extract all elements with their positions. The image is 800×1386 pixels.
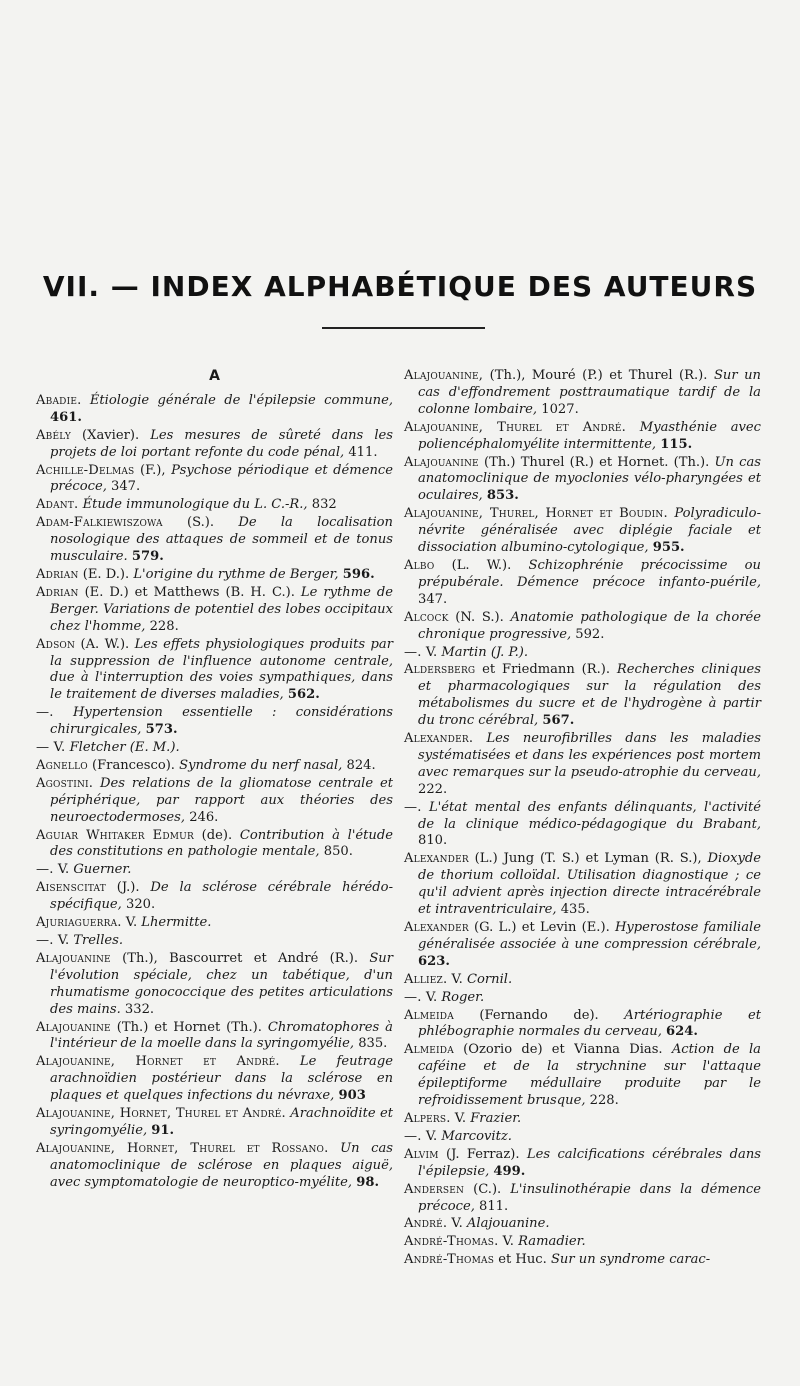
entry-text: (J.).	[105, 880, 151, 896]
entry-text: (J. Ferraz).	[438, 1146, 527, 1162]
index-entry	[404, 1111, 761, 1128]
entry-title: Sur un cas d'effondrement posttraumatique tardif de la colonne lombaire,	[418, 368, 761, 417]
entry-text: 435.	[556, 902, 590, 918]
index-entry	[404, 1182, 761, 1216]
entry-author: Alajouanine, Thurel, Hornet et Boudin.	[404, 506, 668, 522]
entry-title: Les neurofibrilles dans les maladies systématisées et dans les expériences post mortem avec remarques sur la pseudo-atrophie du cerveau,	[418, 731, 761, 780]
entry-title: De la localisation nosologique des attaques de sommeil et de tonus musculaire.	[50, 515, 393, 565]
entry-text: (G. L.) et Levin (E.).	[468, 920, 615, 935]
entry-author: Ajuriaguerra.	[36, 915, 122, 931]
index-entry	[404, 972, 761, 989]
index-entry	[36, 880, 393, 914]
entry-title: Ramadier.	[518, 1234, 586, 1250]
entry-title: Les mesures de sûreté dans les projets de loi portant refonte du code pénal,	[50, 427, 393, 460]
index-entry	[404, 1234, 761, 1251]
entry-text: V.	[53, 933, 74, 948]
index-entry	[404, 1042, 761, 1110]
entry-title: Alajouanine.	[466, 1216, 550, 1232]
entry-text: V.	[498, 1234, 519, 1250]
entry-text: (Th.) Thurel (R.) et Hornet. (Th.).	[478, 454, 715, 470]
entry-title: Un cas anatomoclinique de myoclonies vélo-pharyngées et oculaires,	[418, 454, 761, 504]
entry-text: 332.	[120, 1001, 155, 1017]
index-entry	[36, 393, 393, 427]
index-entry	[404, 920, 761, 971]
entry-title: Hyperostose familiale généralisée associée à une compression cérébrale,	[418, 920, 761, 952]
entry-text	[328, 1141, 340, 1156]
entry-text: 832	[307, 497, 337, 513]
entry-text: et Friedmann (R.).	[475, 662, 617, 678]
entry-author: Alpers.	[404, 1110, 451, 1126]
entry-text: (L.) Jung (T. S.) et Lyman (R. S.),	[468, 851, 708, 867]
entry-author: Alajouanine, Hornet, Thurel et André.	[36, 1106, 286, 1122]
index-entry	[36, 567, 393, 584]
entry-title: Le feutrage arachnoïdien postérieur dans la sclérose en plaques et quelques infections du névraxe,	[50, 1054, 393, 1104]
entry-title: Recherches cliniques et pharmacologiques sur la régulation des métabolismes du sucre et de l'hydrogène à partir du tronc cérébral,	[418, 662, 761, 729]
entry-page: 853.	[486, 488, 519, 504]
entry-text: (F.),	[134, 462, 172, 478]
entry-author: Alajouanine, Thurel et André.	[404, 419, 627, 435]
entry-author: Aisenscitat	[36, 880, 106, 896]
entry-text: 347.	[106, 479, 141, 495]
index-entry	[404, 1216, 761, 1233]
entry-text: 592.	[571, 626, 605, 642]
entry-title: Hypertension essentielle : considérations chirurgicales,	[50, 705, 393, 738]
index-entry	[36, 1141, 393, 1192]
entry-title: Martin (J. P.).	[441, 644, 529, 660]
index-entry	[36, 1106, 393, 1140]
entry-page: 562.	[287, 687, 320, 703]
entry-page: 623.	[418, 953, 450, 969]
entry-author: Alajouanine	[36, 1019, 111, 1035]
entry-author: Aldersberg	[404, 662, 476, 678]
left-column	[36, 368, 393, 1193]
entry-text: 811.	[474, 1198, 509, 1214]
entry-title: De la sclérose cérébrale hérédo-spécifique,	[50, 880, 393, 913]
entry-author: Alajouanine	[36, 950, 111, 966]
index-entry	[36, 585, 393, 636]
entry-text: 810.	[418, 833, 448, 849]
index-entry	[36, 705, 393, 739]
entry-page: 903	[338, 1088, 366, 1104]
entry-text: (N. S.).	[448, 609, 511, 625]
entry-author: Adam-Falkiewiszowa	[36, 515, 163, 531]
index-entry	[36, 1054, 393, 1105]
entry-author: Alexander.	[404, 731, 474, 747]
index-entry	[404, 558, 761, 609]
index-entry	[36, 740, 393, 757]
entry-text: (Xavier).	[70, 427, 151, 443]
entry-text: et Huc.	[494, 1252, 551, 1268]
entry-author: Adrian	[36, 584, 79, 600]
index-entry	[36, 1020, 393, 1054]
entry-author: Agnello	[36, 757, 88, 773]
index-entry	[404, 1129, 761, 1146]
index-entry	[404, 645, 761, 662]
entry-text	[626, 420, 640, 435]
entry-author: Andersen	[404, 1181, 465, 1197]
entry-author: Adrian	[36, 566, 79, 582]
entry-author: Almeida	[404, 1042, 454, 1058]
entry-text: (Th.), Bascourret et André (R.).	[110, 950, 370, 966]
entry-text: (Ozorio de) et Vianna Dias.	[453, 1042, 672, 1058]
index-entry	[404, 1252, 761, 1269]
index-entry	[36, 497, 393, 514]
entry-text: (E. D.).	[78, 566, 134, 582]
right-column	[404, 368, 761, 1270]
title-rule	[322, 327, 485, 329]
entry-text: 411.	[344, 444, 378, 460]
entry-text: (de).	[193, 827, 240, 843]
entry-title: Marcovitz.	[441, 1128, 512, 1144]
entry-title: Étude immunologique du L. C.-R.,	[82, 497, 308, 513]
entry-text: (Th.) et Hornet (Th.).	[110, 1019, 268, 1035]
index-entry	[36, 933, 393, 950]
entry-text: V.	[121, 915, 142, 931]
index-entry	[404, 731, 761, 799]
entry-title: Action de la caféine et de la strychnine sur l'attaque épileptiforme médullaire produite par le refroidissement brusque,	[418, 1042, 761, 1109]
index-entry	[36, 828, 393, 862]
index-entry	[404, 506, 761, 557]
entry-page: 573.	[145, 722, 178, 738]
index-entry	[404, 851, 761, 919]
index-entry	[36, 515, 393, 566]
index-entry	[36, 637, 393, 705]
entry-author: — V.	[36, 740, 66, 756]
entry-author: —.	[404, 644, 422, 660]
entry-author: Albo	[404, 557, 435, 573]
entry-text: 347.	[418, 591, 448, 607]
entry-author: Almeida	[404, 1007, 454, 1023]
entry-title: Les calcifications cérébrales dans l'épilepsie,	[418, 1146, 761, 1179]
entry-text: 228.	[585, 1093, 619, 1109]
entry-page: 461.	[50, 409, 82, 425]
entry-title: Sur un syndrome carac-	[550, 1252, 711, 1268]
entry-text	[81, 393, 89, 408]
section-letter: A	[209, 368, 220, 384]
entry-author: Alexander	[404, 920, 469, 935]
entry-text	[280, 1054, 300, 1069]
entry-author: Alajouanine, Hornet et André.	[36, 1054, 280, 1070]
entry-author: Aguiar Whitaker Edmur	[36, 827, 194, 843]
entry-text	[473, 731, 486, 746]
entry-text: (Th.), Mouré (P.) et Thurel (R.).	[483, 368, 714, 383]
entry-text: 850.	[319, 844, 353, 860]
entry-text: (C.).	[464, 1181, 511, 1197]
left-entry-list	[36, 393, 393, 1192]
entry-title: Étiologie générale de l'épilepsie commune,	[89, 392, 393, 408]
entry-page: 91.	[151, 1122, 175, 1138]
entry-title: Des relations de la gliomatose centrale et périphérique, par rapport aux théories des neuroectodermoses,	[50, 775, 393, 825]
entry-text: 824.	[342, 757, 376, 773]
entry-page: 955.	[652, 540, 685, 556]
entry-text: 228.	[145, 618, 179, 634]
entry-title: Myasthénie avec poliencéphalomyélite intermittente,	[418, 419, 762, 452]
entry-author: Alliez.	[404, 971, 448, 987]
entry-title: Trelles.	[73, 933, 124, 948]
page-title: VII. — INDEX ALPHABÉTIQUE DES AUTEURS	[42, 270, 758, 303]
entry-author: —.	[404, 799, 422, 815]
entry-author: Abély	[36, 427, 71, 443]
entry-title: Chromatophores à l'intérieur de la moelle dans la syringomyélie,	[50, 1019, 393, 1052]
entry-page: 624.	[666, 1024, 698, 1040]
entry-title: Schizophrénie précocissime ou prépubérale. Démence précoce infanto-puérile,	[418, 557, 761, 590]
entry-page: 596.	[342, 566, 375, 582]
right-entry-list	[404, 368, 761, 1269]
index-entry	[36, 776, 393, 827]
entry-text: V.	[421, 1128, 442, 1144]
entry-title: Dioxyde de thorium colloïdal. Utilisation diagnostique ; ce qu'il advient après injection directe intracérébrale et intraventriculaire,	[418, 851, 761, 918]
entry-title: Psychose périodique et démence précoce,	[50, 462, 393, 495]
entry-author: —.	[404, 989, 422, 1005]
index-entry	[404, 990, 761, 1007]
index-entry	[36, 915, 393, 932]
entry-title: Polyradiculo-névrite généralisée avec diplégie faciale et dissociation albumino-cytologique,	[418, 506, 761, 556]
entry-text: V.	[447, 1216, 467, 1232]
index-entry	[36, 951, 393, 1019]
entry-text: (E. D.) et Matthews (B. H. C.).	[78, 584, 301, 600]
entry-title: Sur l'évolution spéciale, chez un tabétique, d'un rhumatisme gonococcique des petites articulations des mains.	[50, 950, 393, 1017]
entry-text: V.	[421, 644, 442, 660]
index-entry	[36, 758, 393, 775]
entry-text: (L. W.).	[434, 557, 529, 573]
entry-author: —.	[36, 705, 54, 721]
entry-title: L'insulinothérapie dans la démence précoce,	[418, 1181, 762, 1214]
entry-author: Adson	[36, 636, 76, 652]
index-entry	[404, 420, 761, 454]
entry-text	[422, 800, 429, 815]
entry-page: 579.	[131, 549, 164, 565]
entry-page: 115.	[660, 436, 693, 452]
entry-title: Anatomie pathologique de la chorée chronique progressive,	[418, 609, 761, 642]
entry-text: (Fernando de).	[453, 1007, 625, 1023]
index-entry	[404, 662, 761, 730]
entry-title: Syndrome du nerf nasal,	[179, 757, 343, 773]
entry-author: Alajouanine	[404, 454, 479, 470]
entry-author: Alexander	[404, 851, 469, 867]
entry-title: Lhermitte.	[141, 915, 212, 931]
entry-title: Guerner.	[73, 862, 132, 878]
entry-title: L'état mental des enfants délinquants, l'activité de la clinique médico-pédagogique du Brabant,	[418, 799, 761, 832]
entry-author: —.	[404, 1128, 422, 1144]
entry-author: André-Thomas	[404, 1252, 495, 1268]
index-entry	[404, 368, 761, 419]
entry-page: 98.	[356, 1174, 380, 1190]
entry-author: Agostini.	[36, 775, 94, 791]
entry-text: (S.).	[162, 515, 239, 531]
entry-title: Roger.	[441, 989, 485, 1005]
entry-page: 499.	[493, 1163, 526, 1179]
entry-author: Alcock	[404, 609, 449, 625]
entry-author: Alvim	[404, 1146, 439, 1162]
entry-title: Les effets physiologiques produits par la suppression de l'influence autonome centrale, due à l'interruption des voies sympathiques, dans le traitement de diverses maladies,	[50, 636, 393, 703]
entry-author: André.	[404, 1216, 448, 1232]
entry-title: Artériographie et phlébographie normales du cerveau,	[418, 1007, 762, 1040]
entry-author: Alajouanine,	[404, 368, 484, 383]
entry-text: V.	[450, 1110, 471, 1126]
entry-text: 835.	[354, 1036, 388, 1052]
entry-text	[93, 776, 100, 791]
entry-text: V.	[53, 862, 74, 878]
entry-author: André-Thomas.	[404, 1234, 499, 1250]
entry-title: L'origine du rythme de Berger,	[133, 566, 339, 582]
index-entry	[36, 862, 393, 879]
entry-text: 1027.	[537, 401, 579, 417]
entry-author: —.	[36, 862, 54, 878]
index-entry	[404, 455, 761, 506]
entry-text	[54, 705, 73, 720]
entry-text: V.	[421, 989, 442, 1005]
entry-page: 567.	[542, 713, 575, 729]
entry-text: 246.	[185, 809, 219, 825]
entry-title: Frazier.	[470, 1110, 522, 1126]
entry-text: (A. W.).	[75, 636, 135, 652]
entry-title: Fletcher (E. M.).	[69, 740, 180, 756]
entry-author: —.	[36, 933, 54, 948]
entry-author: Adant.	[36, 497, 79, 513]
index-entry	[404, 1147, 761, 1181]
entry-title: Un cas anatomoclinique de sclérose en plaques aiguë, avec symptomatologie de neuroptico-myélite,	[50, 1140, 393, 1190]
index-entry	[36, 428, 393, 462]
index-entry	[404, 610, 761, 644]
entry-author: Abadie.	[36, 392, 82, 408]
entry-text: V.	[447, 971, 468, 987]
entry-title: Contribution à l'étude des constitutions en pathologie mentale,	[50, 827, 393, 860]
index-entry	[404, 800, 761, 851]
entry-title: Cornil.	[467, 971, 513, 987]
entry-title: Le rythme de Berger. Variations de potentiel des lobes occipitaux chez l'homme,	[50, 584, 393, 634]
entry-title: Arachnoïdite et syringomyélie,	[50, 1106, 393, 1138]
entry-author: Alajouanine, Hornet, Thurel et Rossano.	[36, 1140, 329, 1156]
entry-author: Achille-Delmas	[36, 462, 135, 478]
entry-text: (Francesco).	[87, 757, 180, 773]
entry-text: 222.	[418, 781, 448, 797]
entry-text: 320.	[121, 897, 156, 913]
index-entry	[404, 1008, 761, 1042]
index-entry	[36, 463, 393, 497]
